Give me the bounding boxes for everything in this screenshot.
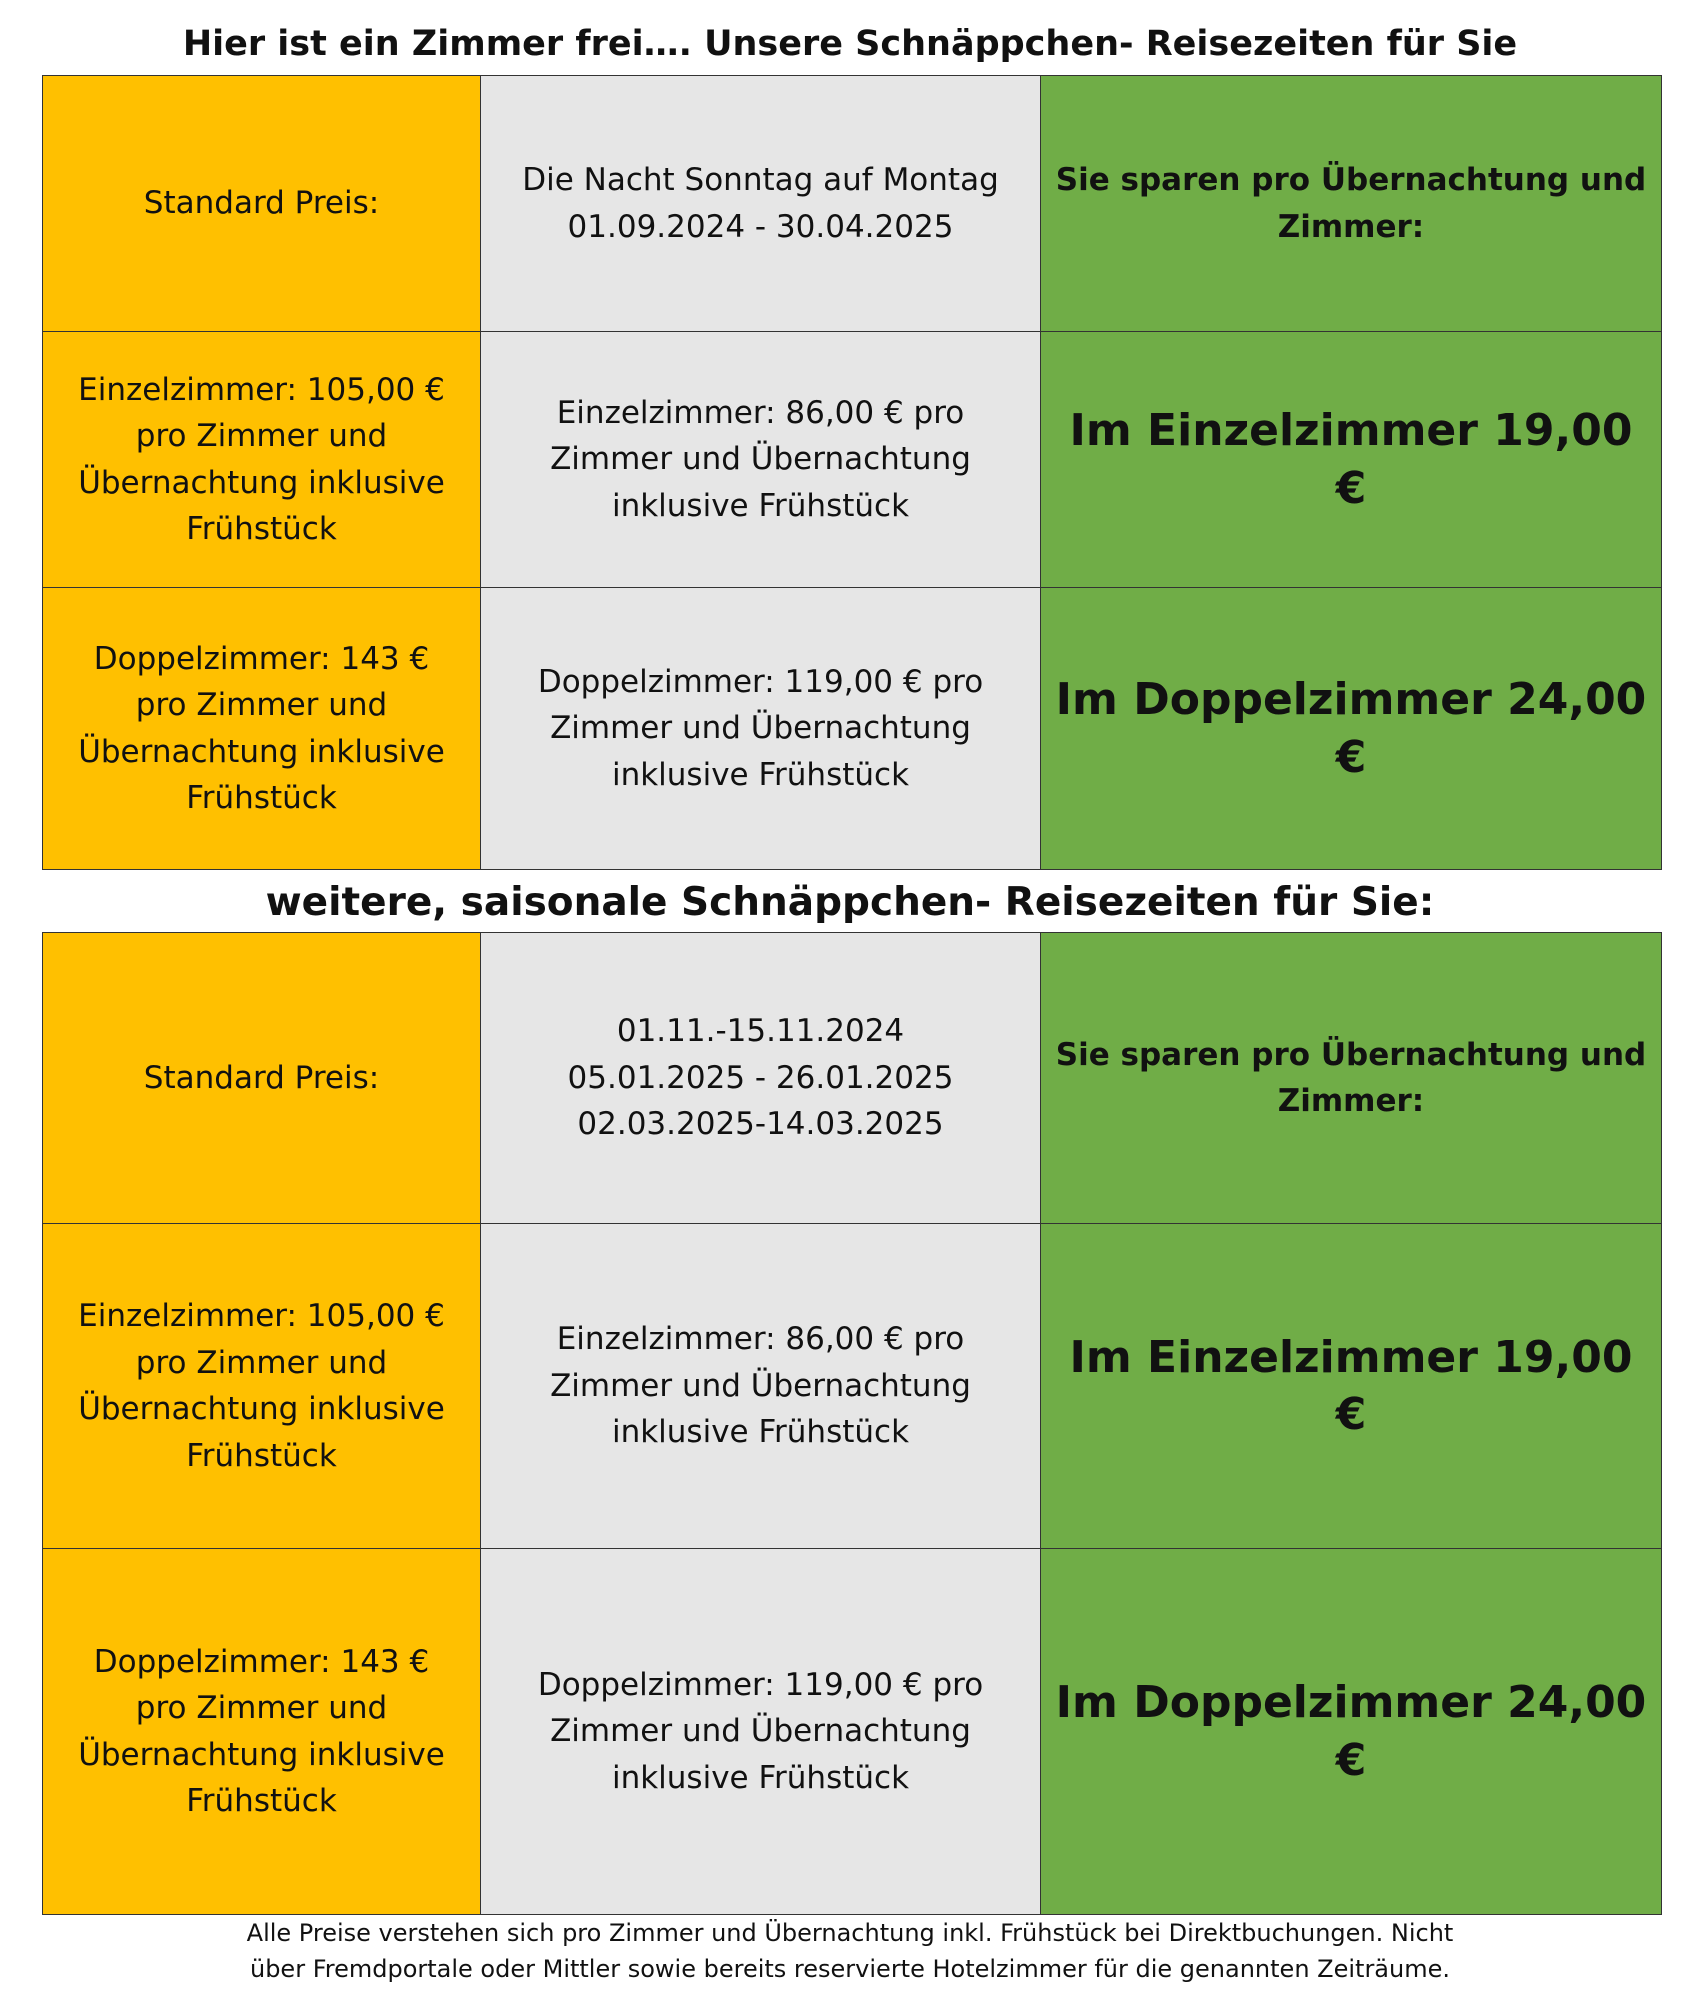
standard-price-line: Frühstück [186, 780, 337, 816]
standard-price-line: Frühstück [186, 1437, 337, 1474]
deals-table-2 [42, 932, 1662, 1915]
savings-header [1041, 933, 1662, 1224]
standard-price-line: Einzelzimmer: 105,00 € [78, 1298, 445, 1334]
savings-header-line: Zimmer: [1277, 1083, 1425, 1119]
period-line: 01.09.2024 - 30.04.2025 [567, 208, 954, 245]
offer-price-line: Zimmer und Übernachtung [550, 441, 971, 478]
footnote-line: über Fremdportale oder Mittler sowie bereits reservierte Hotelzimmer für die genannten Zeiträume. [249, 1955, 1450, 1983]
period-line: Die Nacht Sonntag auf Montag [522, 162, 999, 198]
standard-price-line: pro Zimmer und [135, 1344, 388, 1381]
offer-price-line: Einzelzimmer: 86,00 € pro [556, 1321, 965, 1358]
period-line: 02.03.2025-14.03.2025 [577, 1106, 944, 1143]
offer-price-line: Doppelzimmer: 119,00 € pro [537, 663, 984, 700]
table-row-double-room [43, 588, 1662, 870]
deals-table-1 [42, 75, 1662, 870]
footnote [0, 1915, 1700, 1987]
savings-amount: Im Doppelzimmer 24,00 € [1055, 1677, 1647, 1786]
standard-price-line: pro Zimmer und [135, 418, 388, 454]
table-row-single-room [43, 1224, 1662, 1549]
offer-price-line: inklusive Frühstück [611, 1414, 910, 1451]
savings-header-line: Sie sparen pro Übernachtung und [1055, 162, 1647, 198]
standard-price-line: Übernachtung inklusive [78, 464, 445, 501]
period-header [481, 76, 1041, 332]
standard-price-line: Übernachtung inklusive [78, 1391, 445, 1427]
savings-header-line: Zimmer: [1277, 208, 1425, 245]
offer-price-line: inklusive Frühstück [611, 1759, 910, 1796]
savings-cell [1041, 1224, 1662, 1549]
savings-header-line: Sie sparen pro Übernachtung und [1055, 1036, 1647, 1073]
table-row-single-room [43, 332, 1662, 588]
savings-amount: Im Einzelzimmer 19,00 € [1069, 405, 1633, 514]
standard-price-header [43, 933, 481, 1224]
period-line: 05.01.2025 - 26.01.2025 [567, 1059, 954, 1096]
standard-price-cell [43, 332, 481, 588]
period-header [481, 933, 1041, 1224]
standard-price-header [43, 76, 481, 332]
offer-price-line: Doppelzimmer: 119,00 € pro [537, 1666, 984, 1703]
standard-price-cell [43, 1549, 481, 1915]
offer-price-cell [481, 332, 1041, 588]
standard-price-line: Frühstück [186, 511, 337, 547]
standard-price-line: Doppelzimmer: 143 € [93, 640, 430, 677]
savings-amount: Im Einzelzimmer 19,00 € [1069, 1331, 1633, 1440]
offer-price-cell [481, 588, 1041, 870]
offer-price-cell [481, 1224, 1041, 1549]
standard-price-cell [43, 588, 481, 870]
offer-price-line: Zimmer und Übernachtung [550, 710, 971, 747]
standard-price-label: Standard Preis: [143, 1059, 380, 1096]
savings-cell [1041, 332, 1662, 588]
savings-cell [1041, 588, 1662, 870]
page-title: Hier ist ein Zimmer frei…. Unsere Schnäppchen- Reisezeiten für Sie [182, 24, 1518, 64]
offer-price-line: inklusive Frühstück [611, 487, 910, 524]
period-line: 01.11.-15.11.2024 [616, 1013, 905, 1050]
table-row-double-room [43, 1549, 1662, 1915]
offer-price-line: Zimmer und Übernachtung [550, 1367, 971, 1404]
table-header-row [43, 76, 1662, 332]
savings-amount: Im Doppelzimmer 24,00 € [1055, 674, 1647, 783]
standard-price-line: Doppelzimmer: 143 € [93, 1643, 430, 1680]
standard-price-line: pro Zimmer und [135, 687, 388, 723]
offer-price-cell [481, 1549, 1041, 1915]
standard-price-line: Übernachtung inklusive [78, 1736, 445, 1773]
offer-price-line: inklusive Frühstück [611, 756, 910, 793]
savings-cell [1041, 1549, 1662, 1915]
standard-price-line: Einzelzimmer: 105,00 € [78, 371, 445, 408]
offer-price-line: Zimmer und Übernachtung [550, 1713, 971, 1750]
standard-price-cell [43, 1224, 481, 1549]
offer-price-line: Einzelzimmer: 86,00 € pro [556, 394, 965, 431]
table-header-row [43, 933, 1662, 1224]
footnote-line: Alle Preise verstehen sich pro Zimmer und Übernachtung inkl. Frühstück bei Direktbuchungen. Nicht [246, 1919, 1454, 1947]
standard-price-line: pro Zimmer und [135, 1690, 388, 1726]
section-title: weitere, saisonale Schnäppchen- Reisezeiten für Sie: [265, 880, 1435, 925]
standard-price-label: Standard Preis: [143, 185, 380, 222]
standard-price-line: Übernachtung inklusive [78, 733, 445, 770]
standard-price-line: Frühstück [186, 1783, 337, 1819]
savings-header [1041, 76, 1662, 332]
